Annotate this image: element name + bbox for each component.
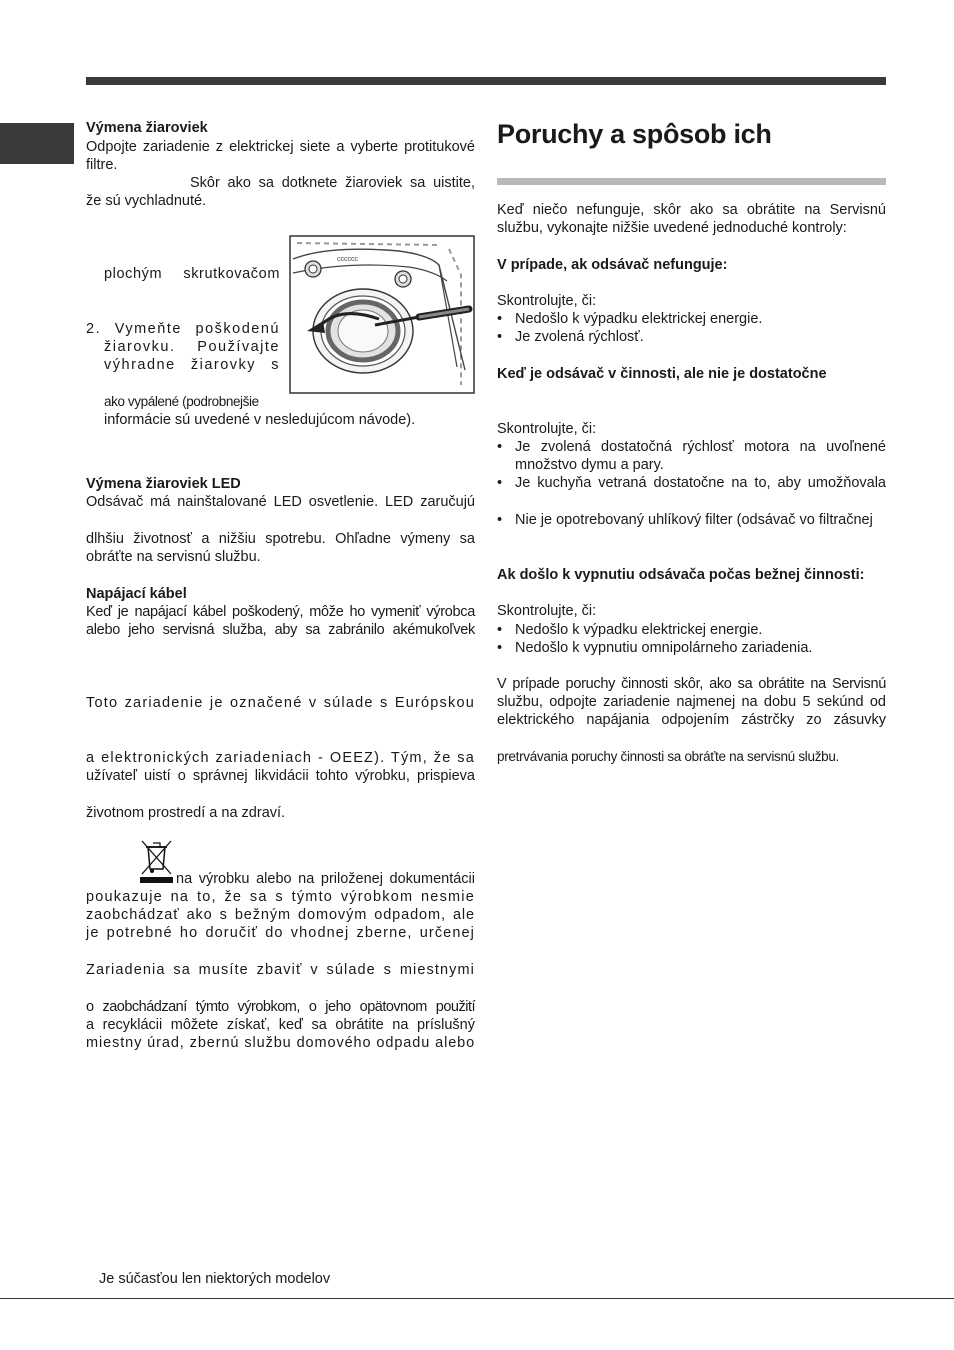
bulb-step-text: 2. Vymeňte poškodenú <box>86 321 280 337</box>
weee-text: zaobchádzať ako s bežným domovým odpadom, ale <box>86 907 475 923</box>
bulb-text: Odpojte zariadenie z elektrickej siete a vyberte protitukové <box>86 139 475 155</box>
cable-heading: Napájací kábel <box>86 586 187 602</box>
weee-text: poukazuje na to, že sa s týmto výrobkom nesmie <box>86 889 475 905</box>
bullet-icon: • <box>497 622 503 638</box>
list-item: Je zvolená rýchlosť. <box>515 329 644 345</box>
bullet-icon: • <box>497 475 503 491</box>
weee-text: Zariadenia sa musíte zbaviť v súlade s miestnymi <box>86 962 475 978</box>
bulb-text: Skôr ako sa dotknete žiaroviek sa uistite, <box>190 175 475 191</box>
led-heading: Výmena žiaroviek LED <box>86 476 241 492</box>
bullet-icon: • <box>497 329 503 345</box>
cable-text: Keď je napájací kábel poškodený, môže ho vymeniť výrobca <box>86 604 475 620</box>
case-heading: V prípade, ak odsávač nefunguje: <box>497 257 728 273</box>
weee-text: a elektronických zariadeniach - OEEZ). Tým, že sa <box>86 750 475 766</box>
bulb-heading: Výmena žiaroviek <box>86 120 208 136</box>
section-tab <box>0 123 74 164</box>
title-rule <box>497 178 886 185</box>
svg-text:cccccc: cccccc <box>337 256 358 263</box>
bulb-step-text: žiarovku. Používajte <box>104 339 280 355</box>
cable-text: alebo jeho servisná služba, aby sa zabránilo akémukoľvek <box>86 622 475 638</box>
check-label: Skontrolujte, či: <box>497 293 597 309</box>
bottom-rule <box>0 1298 954 1299</box>
final-text: elektrického napájania odpojením zástrčky zo zásuvky <box>497 712 886 728</box>
list-item: Je zvolená dostatočná rýchlosť motora na uvoľnené <box>515 439 886 455</box>
bulb-step-text: plochým skrutkovačom <box>104 266 280 282</box>
bulb-text: filtre. <box>86 157 118 173</box>
list-item: Nedošlo k výpadku elektrickej energie. <box>515 622 763 638</box>
list-item: Je kuchyňa vetraná dostatočne na to, aby umožňovala <box>515 475 886 491</box>
intro-text: službu, vykonajte nižšie uvedené jednoduché kontroly: <box>497 220 847 236</box>
bullet-icon: • <box>497 512 503 528</box>
led-text: dlhšiu životnosť a nižšiu spotrebu. Ohľadne výmeny sa <box>86 531 475 547</box>
final-text: pretrvávania poruchy činnosti sa obráťte na servisnú službu. <box>497 749 840 764</box>
list-item: Nedošlo k výpadku elektrickej energie. <box>515 311 763 327</box>
check-label: Skontrolujte, či: <box>497 603 597 619</box>
weee-text: užívateľ uistí o správnej likvidácii tohto výrobku, prispieva <box>86 768 475 784</box>
led-text: obráťte na servisnú službu. <box>86 549 261 565</box>
check-label: Skontrolujte, či: <box>497 421 597 437</box>
intro-text: Keď niečo nefunguje, skôr ako sa obrátite na Servisnú <box>497 202 886 218</box>
weee-text: na výrobku alebo na priloženej dokumentácii <box>176 871 475 887</box>
weee-text: Toto zariadenie je označené v súlade s Európskou <box>86 695 475 711</box>
page-title: Poruchy a spôsob ich <box>497 119 772 149</box>
bulb-step-text: ako vypálené (podrobnejšie <box>104 394 259 409</box>
bulb-step-text: informácie sú uvedené v nesledujúcom návode). <box>104 412 416 428</box>
crossed-bin-icon <box>140 839 173 884</box>
footnote: Je súčasťou len niektorých modelov <box>99 1271 331 1287</box>
bullet-icon: • <box>497 640 503 656</box>
case-heading: Keď je odsávač v činnosti, ale nie je dostatočne <box>497 366 827 382</box>
weee-text: životnom prostredí a na zdraví. <box>86 805 286 821</box>
list-item: Nedošlo k vypnutiu omnipolárneho zariadenia. <box>515 640 813 656</box>
bulb-step-text: výhradne žiarovky s <box>104 357 280 373</box>
bullet-icon: • <box>497 439 503 455</box>
bulb-text: že sú vychladnuté. <box>86 193 207 209</box>
list-item: množstvo dymu a pary. <box>515 457 664 473</box>
list-item: Nie je opotrebovaný uhlíkový filter (odsávač vo filtračnej <box>515 512 873 528</box>
top-bar <box>86 77 886 85</box>
weee-text: je potrebné ho doručiť do vhodnej zberne, určenej <box>86 925 475 941</box>
led-text: Odsávač má nainštalované LED osvetlenie. LED zaručujú <box>86 494 475 510</box>
weee-text: o zaobchádzaní týmto výrobkom, o jeho opätovnom použití <box>86 999 475 1015</box>
case-heading: Ak došlo k vypnutiu odsávača počas bežnej činnosti: <box>497 567 865 583</box>
lamp-removal-illustration <box>289 235 475 394</box>
final-text: službu, odpojte zariadenie najmenej na dobu 5 sekúnd od <box>497 694 886 710</box>
weee-text: a recyklácii môžete získať, keď sa obrátite na príslušný <box>86 1017 475 1033</box>
bullet-icon: • <box>497 311 503 327</box>
final-text: V prípade poruchy činnosti skôr, ako sa obrátite na Servisnú <box>497 676 886 692</box>
weee-text: miestny úrad, zbernú službu domového odpadu alebo <box>86 1035 476 1051</box>
